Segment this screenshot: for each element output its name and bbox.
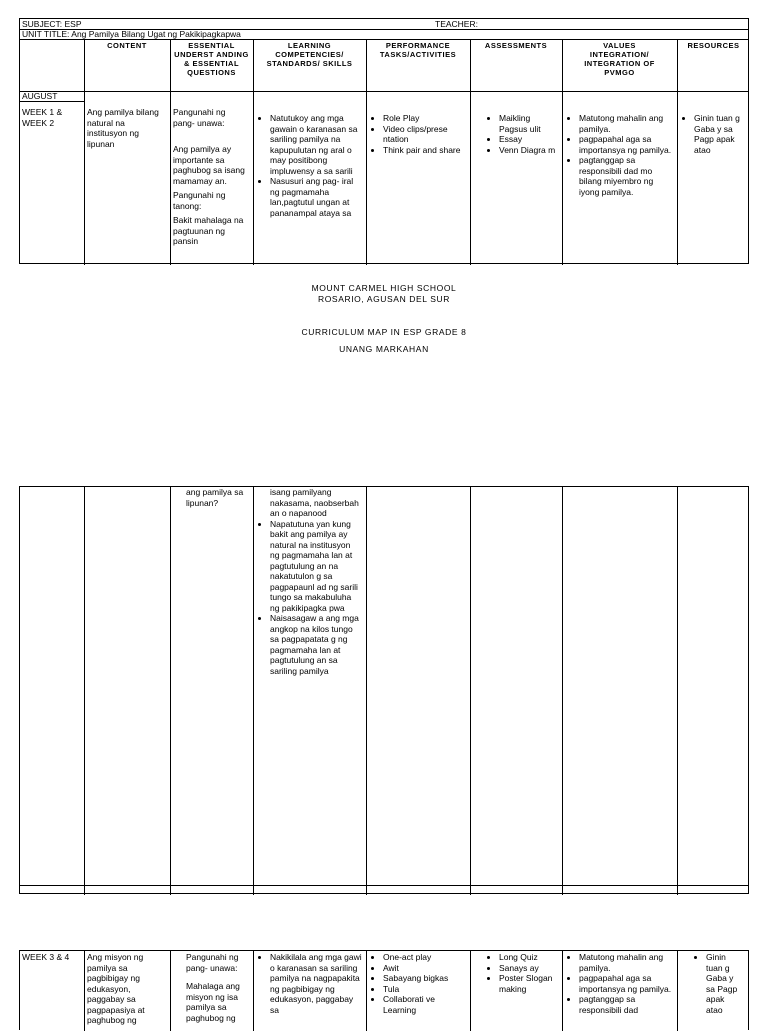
list-item: • Awit [383,963,467,974]
assessments-cell [473,952,557,994]
list-item: • Sabayang bigkas [383,973,467,984]
document-title: CURRICULUM MAP IN ESP GRADE 8 [301,327,467,337]
values-cell [565,113,675,197]
divider [562,487,563,895]
eq-question: Bakit mahalaga na pagtuunan ng pansin [173,215,244,246]
list-item: • pagtanggap sa responsibili dad mo bilang miyembro ng iyong pamilya. [579,155,675,197]
assessments-cell [473,113,557,155]
list-item: • Matutong mahalin ang pamilya. [579,952,675,973]
unit-title: UNIT TITLE: Ang Pamilya Bilang Ugat ng Pakikipagkapwa [22,29,241,39]
values-cell [565,952,675,1015]
eq-heading: Pangunahi ng tanong: [173,190,226,211]
divider [677,951,678,1031]
eu-statement: Ang pamilya ay importante sa paghubog sa isang mamamay an. [173,144,245,186]
resources-cell [692,952,738,1015]
competencies-cell [256,952,362,1015]
list-item: • Naisasagaw a ang mga angkop na kilos tungo sa pagpapatata g ng pagmamaha lan at pagtutulung an sa sariling pamilya [270,613,362,676]
essential-understanding-cell [186,952,250,1027]
list-item: • Think pair and share [383,145,467,156]
divider [84,39,85,265]
eu-heading: Pangunahi ng pang- unawa: [173,107,226,128]
list-item: • pagtanggap sa responsibili dad [579,994,675,1015]
divider [366,39,367,265]
divider [253,487,254,895]
week-label: WEEK 1 & WEEK 2 [22,107,63,128]
content-cell: Ang misyon ng pamilya sa pagbibigay ng edukasyon, paggabay sa pagpapasiya at paghubog ng [87,952,145,1025]
list-item: • Ginin tuan g Gaba y sa Pagp apak atao [694,113,748,155]
competencies-cell [256,113,362,218]
list-item: • Natutukoy ang mga gawain o karanasan sa sariling pamilya na kapupulutan ng aral o may positibong impluwensy a sa sarili [270,113,362,176]
list-item: • Napatutuna yan kung bakit ang pamilya ay natural na institusyon ng pagmamaha lan at pagtutulung an na nakatutulon g sa pagpapaunl ad ng sarili tungo sa makabuluha ng pakikipagka pwa [270,519,362,614]
divider [84,951,85,1031]
competencies-continuation [256,487,362,676]
list-item: • Collaborati ve Learning [383,994,467,1015]
month-label: AUGUST [22,91,58,101]
divider [470,39,471,265]
list-item: • Nakikilala ang mga gawi o karanasan sa sariling pamilya na nagpapakita ng pagbibigay ng edukasyon, paggabay sa [270,952,362,1015]
eu-continuation: ang pamilya sa lipunan? [186,487,244,508]
list-item: • Sanays ay [499,963,557,974]
list-item: • Essay [499,134,557,145]
list-item: • Tula [383,984,467,995]
divider [366,487,367,895]
curriculum-table-3 [19,950,749,1030]
tasks-cell [369,952,467,1015]
divider [20,39,748,40]
header-values-integration: VALUES INTEGRATION/ INTEGRATION OF PVMGO [584,41,655,77]
teacher-label: TEACHER: [435,19,478,29]
list-item: • Venn Diagra m [499,145,557,156]
list-item: • One-act play [383,952,467,963]
divider [170,951,171,1031]
list-item: • Nasusuri ang pag- iral ng pagmamaha lan,pagtutul ungan at pananampal ataya sa [270,176,362,218]
divider [470,487,471,895]
tasks-cell [369,113,467,155]
eu-statement: Mahalaga ang misyon ng isa pamilya sa paghubog ng [186,981,240,1023]
header-resources: RESOURCES [687,41,740,50]
essential-understanding-cell [173,107,249,251]
divider [20,885,748,886]
divider [20,91,748,92]
list-item: • Matutong mahalin ang pamilya. [579,113,675,134]
list-item: • pagpapahal aga sa importansya ng pamilya. [579,134,675,155]
curriculum-table-2 [19,486,749,894]
list-item: • Long Quiz [499,952,557,963]
divider [366,951,367,1031]
eu-heading: Pangunahi ng pang- unawa: [186,952,239,973]
header-performance-tasks: PERFORMANCE TASKS/ACTIVITIES [379,41,457,59]
header-learning-competencies: LEARNING COMPETENCIES/ STANDARDS/ SKILLS [266,41,353,68]
divider [562,951,563,1031]
divider [677,39,678,265]
school-name: MOUNT CARMEL HIGH SCHOOL [311,283,457,293]
divider [20,101,84,102]
header-content: CONTENT [107,41,147,50]
divider [170,487,171,895]
divider [253,951,254,1031]
school-address: ROSARIO, AGUSAN DEL SUR [317,294,451,304]
header-assessments: ASSESSMENTS [484,41,548,50]
list-item: • Role Play [383,113,467,124]
list-item: • Poster Slogan making [499,973,557,994]
divider [253,39,254,265]
header-essential-understanding: ESSENTIAL UNDERST ANDING & ESSENTIAL QUESTIONS [174,41,249,77]
resources-cell [680,113,748,155]
divider [470,951,471,1031]
quarter-label: UNANG MARKAHAN [339,344,429,354]
list-item: • Maikling Pagsus ulit [499,113,557,134]
content-cell: Ang pamilya bilang natural na institusyon ng lipunan [87,107,159,149]
list-item: • Video clips/prese ntation [383,124,467,145]
week-label: WEEK 3 & 4 [22,952,70,962]
competency-continuation-text: isang pamilyang nakasama, naobserbah an o napanood [270,487,359,518]
subject-label: SUBJECT: ESP [22,19,82,29]
list-item: • Ginin tuan g Gaba y sa Pagp apak atao [706,952,738,1015]
curriculum-table-1 [19,18,749,264]
divider [84,487,85,895]
list-item: • pagpapahal aga sa importansya ng pamilya. [579,973,675,994]
divider [677,487,678,895]
